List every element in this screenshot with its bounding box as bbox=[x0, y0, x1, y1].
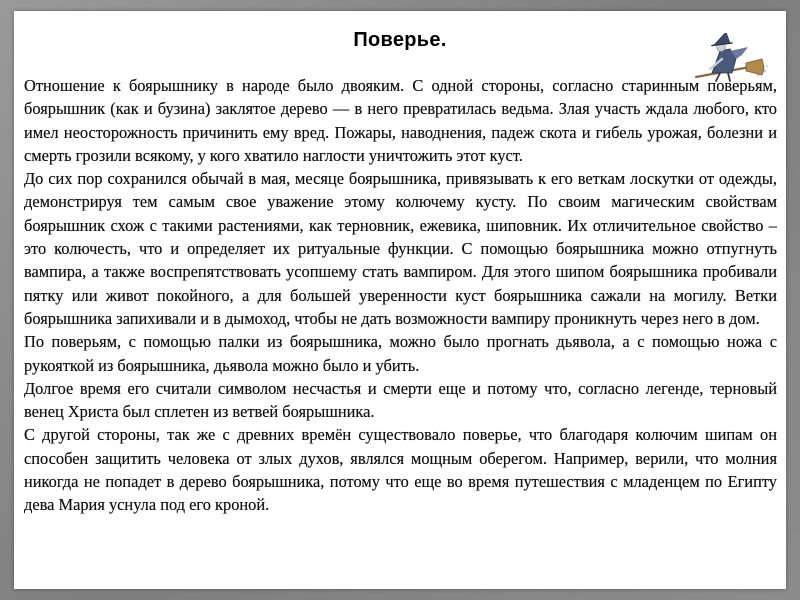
paragraph: Отношение к боярышнику в народе было двояким. С одной стороны, согласно старинным поверьям, боярышник (как и бузина) заклятое дерево — в него превратилась ведьма. Злая участь ждала любого, кто имел неосторожность причинить ему вред. Пожары, наводнения, падеж скота и гибель урожая, болезни и смерть грозили всякому, у кого хватило наглости уничтожить этот куст. bbox=[24, 76, 777, 165]
slide bbox=[14, 11, 786, 589]
broom-bristles bbox=[746, 59, 764, 75]
article-body bbox=[24, 74, 777, 517]
paragraph: По поверьям, с помощью палки из боярышника, можно было прогнать дьявола, а с помощью ножа с рукояткой из боярышника, дьявола можно было и убить. bbox=[24, 332, 777, 375]
paragraph: До сих пор сохранился обычай в мая, месяце боярышника, привязывать к его веткам лоскутки от одежды, демонстрируя тем самым свое уважение этому колючему кусту. По своим магическим свойствам боярышник схож с такими растениями, как терновник, ежевика, шиповник. Их отличительное свойство – это колючесть, что и определяет их ритуальные функции. С помощью боярышника можно отпугнуть вампира, а также воспрепятствовать усопшему стать вампиром. Для этого шипом боярышника пробивали пятку или живот покойного, а для большей уверенности куст боярышника сажали на могилу. Ветки боярышника запихивали и в дымоход, чтобы не дать возможности вампиру проникнуть через него в дом. bbox=[24, 169, 777, 328]
paragraph: Долгое время его считали символом несчастья и смерти еще и потому что, согласно легенде, терновый венец Христа был сплетен из ветвей боярышника. bbox=[24, 378, 777, 422]
paragraph: С другой стороны, так же с древних времён существовало поверье, что благодаря колючим шипам он способен защитить человека от злых духов, являлся мощным оберегом. Например, верили, что молния никогда не попадет в дерево боярышника, потому что еще во время путешествия с младенцем по Египту дева Мария уснула под его кроной. bbox=[24, 425, 777, 515]
page-title: Поверье. bbox=[353, 29, 447, 51]
